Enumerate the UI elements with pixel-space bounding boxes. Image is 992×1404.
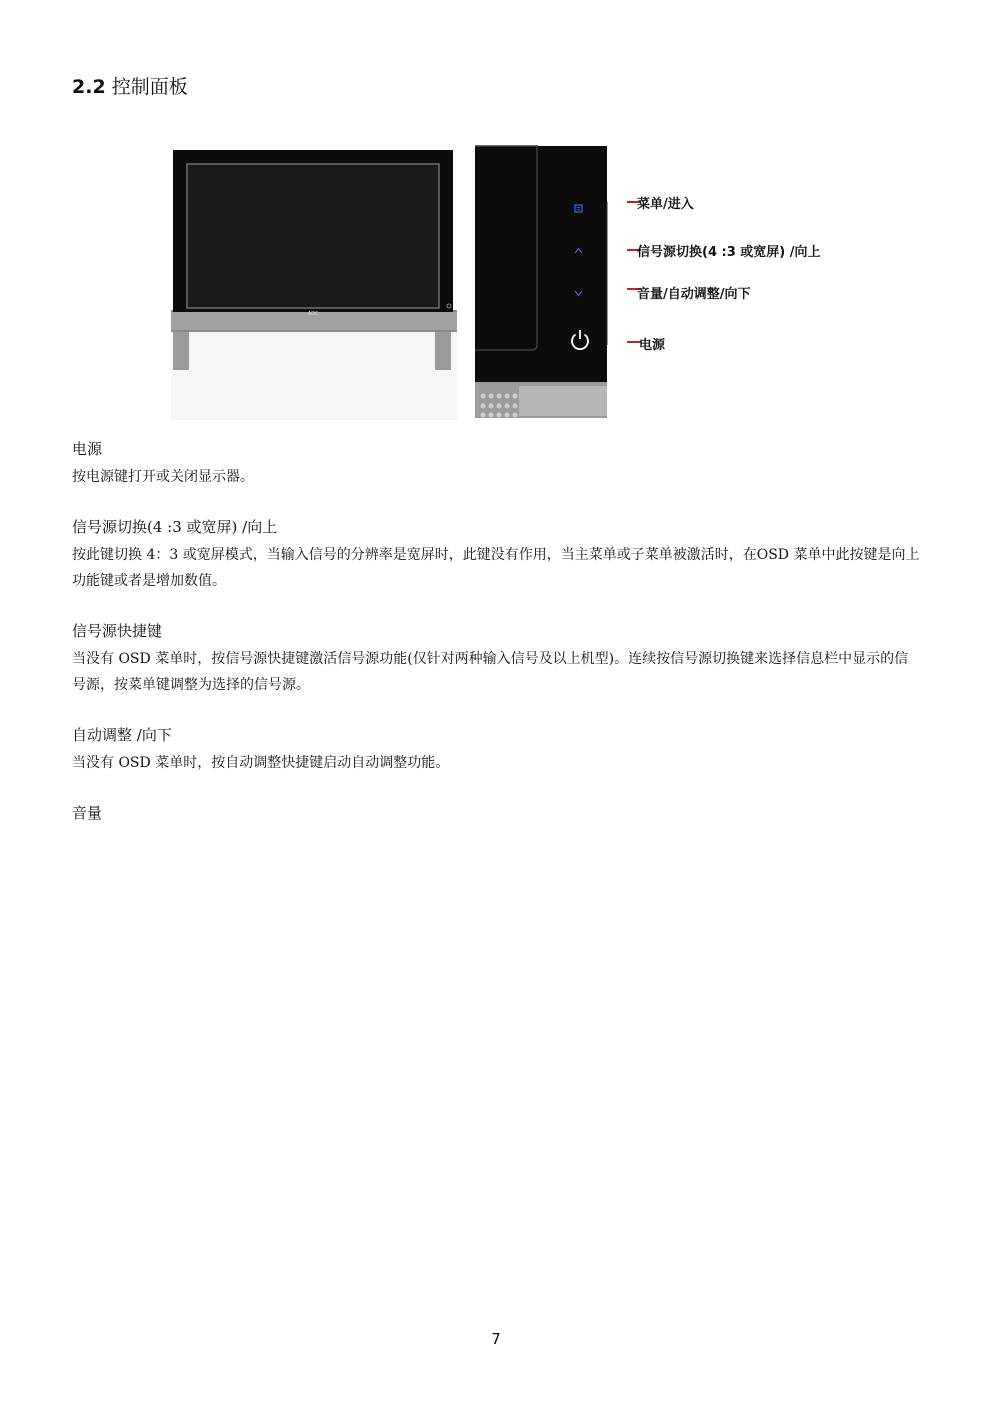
callout-menu: 菜单/进入 (637, 197, 694, 212)
section-title-source-switch: 信号源切换(4 :3 或宽屏) /向上 (72, 518, 278, 536)
section-power (72, 438, 922, 490)
section-title-power: 电源 (72, 440, 103, 458)
section-title-volume: 音量 (72, 804, 103, 822)
section-title-auto-adjust: 自动调整 /向下 (72, 726, 172, 744)
side-button-panel (471, 140, 611, 422)
callout-volume: 音量/自动调整/向下 (637, 287, 751, 302)
aoc-logo: AOC (307, 311, 319, 317)
section-source-switch (72, 516, 922, 594)
section-heading (72, 72, 188, 99)
section-title: 控制面板 (111, 76, 188, 98)
callout-lines (617, 140, 647, 422)
section-body-power: 按电源键打开或关闭显示器。 (72, 469, 254, 485)
section-body-source-hotkey: 当没有 OSD 菜单时，按信号源快捷键激活信号源功能(仅针对两种输入信号及以上机型)。连续按信号源切换键来选择信息栏中显示的信号源，按菜单键调整为选择的信号源。 (72, 651, 909, 693)
monitor-front-view (165, 140, 457, 422)
section-title-source-hotkey: 信号源快捷键 (72, 622, 163, 640)
callout-source: 信号源切换(4 :3 或宽屏) /向上 (637, 245, 821, 260)
page-number: 7 (491, 1330, 501, 1348)
control-panel-figure (165, 140, 845, 422)
section-auto-adjust (72, 724, 922, 776)
callout-power: 电源 (639, 338, 666, 353)
section-body-auto-adjust: 当没有 OSD 菜单时，按自动调整快捷键启动自动调整功能。 (72, 755, 450, 771)
section-source-hotkey (72, 620, 922, 698)
section-number: 2.2 (72, 76, 106, 98)
section-body-source-switch: 按此键切换 4：3 或宽屏模式，当输入信号的分辨率是宽屏时，此键没有作用，当主菜单或子菜单被激活时，在OSD 菜单中此按键是向上功能键或者是增加数值。 (72, 547, 920, 589)
section-volume (72, 802, 922, 828)
